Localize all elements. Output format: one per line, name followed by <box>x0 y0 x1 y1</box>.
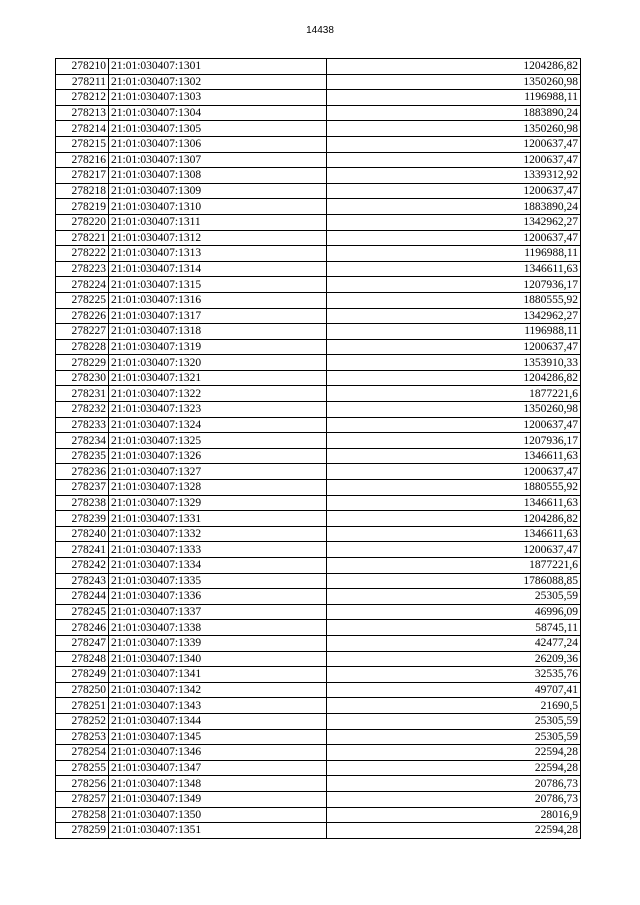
row-number-cell: 278217 <box>56 168 109 184</box>
table-row <box>56 339 581 355</box>
cadastral-number-cell: 21:01:030407:1328 <box>109 480 327 496</box>
row-number-cell: 278222 <box>56 246 109 262</box>
cadastral-value-cell: 1204286,82 <box>327 59 581 75</box>
cadastral-number-cell: 21:01:030407:1342 <box>109 682 327 698</box>
table-row <box>56 495 581 511</box>
table-row <box>56 90 581 106</box>
row-number-cell: 278246 <box>56 620 109 636</box>
cadastral-value-cell: 21690,5 <box>327 698 581 714</box>
table-row <box>56 402 581 418</box>
cadastral-number-cell: 21:01:030407:1303 <box>109 90 327 106</box>
table-row <box>56 589 581 605</box>
cadastral-value-cell: 42477,24 <box>327 635 581 651</box>
row-number-cell: 278243 <box>56 573 109 589</box>
row-number-cell: 278237 <box>56 480 109 496</box>
table-row <box>56 542 581 558</box>
row-number-cell: 278215 <box>56 136 109 152</box>
table-row <box>56 308 581 324</box>
row-number-cell: 278223 <box>56 261 109 277</box>
row-number-cell: 278224 <box>56 277 109 293</box>
row-number-cell: 278236 <box>56 464 109 480</box>
cadastral-number-cell: 21:01:030407:1345 <box>109 729 327 745</box>
cadastral-value-cell: 49707,41 <box>327 682 581 698</box>
row-number-cell: 278211 <box>56 74 109 90</box>
table-row <box>56 651 581 667</box>
row-number-cell: 278225 <box>56 292 109 308</box>
cadastral-number-cell: 21:01:030407:1302 <box>109 74 327 90</box>
row-number-cell: 278255 <box>56 760 109 776</box>
cadastral-value-cell: 25305,59 <box>327 729 581 745</box>
cadastral-number-cell: 21:01:030407:1310 <box>109 199 327 215</box>
cadastral-number-cell: 21:01:030407:1350 <box>109 807 327 823</box>
cadastral-number-cell: 21:01:030407:1326 <box>109 448 327 464</box>
cadastral-value-cell: 20786,73 <box>327 791 581 807</box>
cadastral-number-cell: 21:01:030407:1337 <box>109 604 327 620</box>
cadastral-number-cell: 21:01:030407:1320 <box>109 355 327 371</box>
cadastral-value-cell: 1342962,27 <box>327 214 581 230</box>
cadastral-number-cell: 21:01:030407:1307 <box>109 152 327 168</box>
row-number-cell: 278226 <box>56 308 109 324</box>
row-number-cell: 278219 <box>56 199 109 215</box>
table-row <box>56 791 581 807</box>
cadastral-number-cell: 21:01:030407:1343 <box>109 698 327 714</box>
row-number-cell: 278216 <box>56 152 109 168</box>
cadastral-number-cell: 21:01:030407:1305 <box>109 121 327 137</box>
cadastral-number-cell: 21:01:030407:1341 <box>109 667 327 683</box>
table-row <box>56 713 581 729</box>
table-row <box>56 682 581 698</box>
row-number-cell: 278254 <box>56 745 109 761</box>
cadastral-number-cell: 21:01:030407:1346 <box>109 745 327 761</box>
cadastral-number-cell: 21:01:030407:1344 <box>109 713 327 729</box>
cadastral-number-cell: 21:01:030407:1325 <box>109 433 327 449</box>
cadastral-number-cell: 21:01:030407:1318 <box>109 324 327 340</box>
cadastral-number-cell: 21:01:030407:1339 <box>109 635 327 651</box>
table-row <box>56 604 581 620</box>
row-number-cell: 278253 <box>56 729 109 745</box>
cadastral-number-cell: 21:01:030407:1321 <box>109 370 327 386</box>
cadastral-number-cell: 21:01:030407:1336 <box>109 589 327 605</box>
cadastral-number-cell: 21:01:030407:1314 <box>109 261 327 277</box>
cadastral-value-cell: 1346611,63 <box>327 495 581 511</box>
cadastral-value-cell: 26209,36 <box>327 651 581 667</box>
row-number-cell: 278258 <box>56 807 109 823</box>
row-number-cell: 278229 <box>56 355 109 371</box>
cadastral-value-cell: 1883890,24 <box>327 199 581 215</box>
table-row <box>56 511 581 527</box>
cadastral-value-cell: 1342962,27 <box>327 308 581 324</box>
cadastral-number-cell: 21:01:030407:1309 <box>109 183 327 199</box>
cadastral-value-cell: 1207936,17 <box>327 433 581 449</box>
row-number-cell: 278256 <box>56 776 109 792</box>
cadastral-number-cell: 21:01:030407:1322 <box>109 386 327 402</box>
table-row <box>56 386 581 402</box>
table-row <box>56 370 581 386</box>
cadastral-value-table <box>55 58 581 839</box>
cadastral-value-cell: 1207936,17 <box>327 277 581 293</box>
cadastral-value-cell: 1204286,82 <box>327 511 581 527</box>
row-number-cell: 278232 <box>56 402 109 418</box>
cadastral-value-cell: 1883890,24 <box>327 105 581 121</box>
cadastral-value-cell: 1350260,98 <box>327 121 581 137</box>
cadastral-number-cell: 21:01:030407:1313 <box>109 246 327 262</box>
cadastral-value-cell: 25305,59 <box>327 713 581 729</box>
row-number-cell: 278234 <box>56 433 109 449</box>
cadastral-number-cell: 21:01:030407:1333 <box>109 542 327 558</box>
table-row <box>56 136 581 152</box>
row-number-cell: 278233 <box>56 417 109 433</box>
cadastral-number-cell: 21:01:030407:1315 <box>109 277 327 293</box>
table-row <box>56 480 581 496</box>
table-row <box>56 558 581 574</box>
cadastral-number-cell: 21:01:030407:1316 <box>109 292 327 308</box>
row-number-cell: 278248 <box>56 651 109 667</box>
cadastral-value-cell: 1350260,98 <box>327 402 581 418</box>
cadastral-value-cell: 1786088,85 <box>327 573 581 589</box>
table-row <box>56 292 581 308</box>
cadastral-value-cell: 1350260,98 <box>327 74 581 90</box>
cadastral-value-cell: 1880555,92 <box>327 480 581 496</box>
cadastral-value-cell: 22594,28 <box>327 760 581 776</box>
table-row <box>56 635 581 651</box>
row-number-cell: 278259 <box>56 823 109 839</box>
table-row <box>56 246 581 262</box>
cadastral-value-cell: 58745,11 <box>327 620 581 636</box>
cadastral-number-cell: 21:01:030407:1348 <box>109 776 327 792</box>
cadastral-value-cell: 1346611,63 <box>327 526 581 542</box>
cadastral-value-cell: 46996,09 <box>327 604 581 620</box>
table-row <box>56 214 581 230</box>
cadastral-value-cell: 25305,59 <box>327 589 581 605</box>
table-row <box>56 433 581 449</box>
row-number-cell: 278239 <box>56 511 109 527</box>
table-row <box>56 573 581 589</box>
cadastral-number-cell: 21:01:030407:1338 <box>109 620 327 636</box>
cadastral-number-cell: 21:01:030407:1347 <box>109 760 327 776</box>
table-row <box>56 105 581 121</box>
cadastral-number-cell: 21:01:030407:1335 <box>109 573 327 589</box>
cadastral-value-cell: 1200637,47 <box>327 136 581 152</box>
row-number-cell: 278221 <box>56 230 109 246</box>
row-number-cell: 278241 <box>56 542 109 558</box>
cadastral-number-cell: 21:01:030407:1311 <box>109 214 327 230</box>
table-row <box>56 760 581 776</box>
table-row <box>56 261 581 277</box>
cadastral-value-cell: 1877221,6 <box>327 558 581 574</box>
cadastral-value-cell: 1877221,6 <box>327 386 581 402</box>
row-number-cell: 278249 <box>56 667 109 683</box>
row-number-cell: 278218 <box>56 183 109 199</box>
table-row <box>56 698 581 714</box>
row-number-cell: 278228 <box>56 339 109 355</box>
table-row <box>56 776 581 792</box>
cadastral-value-cell: 1346611,63 <box>327 261 581 277</box>
row-number-cell: 278244 <box>56 589 109 605</box>
row-number-cell: 278247 <box>56 635 109 651</box>
cadastral-value-cell: 1200637,47 <box>327 417 581 433</box>
cadastral-number-cell: 21:01:030407:1340 <box>109 651 327 667</box>
cadastral-number-cell: 21:01:030407:1331 <box>109 511 327 527</box>
row-number-cell: 278245 <box>56 604 109 620</box>
cadastral-number-cell: 21:01:030407:1306 <box>109 136 327 152</box>
table-row <box>56 168 581 184</box>
cadastral-number-cell: 21:01:030407:1351 <box>109 823 327 839</box>
table-row <box>56 199 581 215</box>
cadastral-value-cell: 1196988,11 <box>327 246 581 262</box>
table-row <box>56 823 581 839</box>
cadastral-value-cell: 1339312,92 <box>327 168 581 184</box>
row-number-cell: 278227 <box>56 324 109 340</box>
cadastral-number-cell: 21:01:030407:1308 <box>109 168 327 184</box>
table-row <box>56 183 581 199</box>
row-number-cell: 278250 <box>56 682 109 698</box>
row-number-cell: 278240 <box>56 526 109 542</box>
cadastral-number-cell: 21:01:030407:1323 <box>109 402 327 418</box>
cadastral-number-cell: 21:01:030407:1327 <box>109 464 327 480</box>
cadastral-value-cell: 22594,28 <box>327 823 581 839</box>
cadastral-number-cell: 21:01:030407:1329 <box>109 495 327 511</box>
cadastral-number-cell: 21:01:030407:1324 <box>109 417 327 433</box>
cadastral-number-cell: 21:01:030407:1312 <box>109 230 327 246</box>
row-number-cell: 278231 <box>56 386 109 402</box>
table-row <box>56 121 581 137</box>
cadastral-number-cell: 21:01:030407:1301 <box>109 59 327 75</box>
row-number-cell: 278210 <box>56 59 109 75</box>
cadastral-value-cell: 1346611,63 <box>327 448 581 464</box>
table-row <box>56 230 581 246</box>
table-row <box>56 464 581 480</box>
cadastral-value-cell: 22594,28 <box>327 745 581 761</box>
cadastral-value-cell: 1200637,47 <box>327 152 581 168</box>
table-body <box>56 59 581 839</box>
table-row <box>56 355 581 371</box>
cadastral-number-cell: 21:01:030407:1319 <box>109 339 327 355</box>
cadastral-value-cell: 20786,73 <box>327 776 581 792</box>
row-number-cell: 278235 <box>56 448 109 464</box>
cadastral-value-cell: 1196988,11 <box>327 90 581 106</box>
cadastral-value-cell: 28016,9 <box>327 807 581 823</box>
cadastral-value-cell: 1200637,47 <box>327 339 581 355</box>
table-row <box>56 152 581 168</box>
cadastral-number-cell: 21:01:030407:1304 <box>109 105 327 121</box>
cadastral-value-cell: 1204286,82 <box>327 370 581 386</box>
table-row <box>56 807 581 823</box>
row-number-cell: 278238 <box>56 495 109 511</box>
cadastral-value-cell: 1200637,47 <box>327 542 581 558</box>
table-row <box>56 277 581 293</box>
table-row <box>56 729 581 745</box>
cadastral-value-cell: 32535,76 <box>327 667 581 683</box>
table-row <box>56 59 581 75</box>
row-number-cell: 278252 <box>56 713 109 729</box>
cadastral-number-cell: 21:01:030407:1334 <box>109 558 327 574</box>
row-number-cell: 278242 <box>56 558 109 574</box>
table-row <box>56 526 581 542</box>
row-number-cell: 278251 <box>56 698 109 714</box>
table-row <box>56 74 581 90</box>
table-row <box>56 448 581 464</box>
cadastral-number-cell: 21:01:030407:1317 <box>109 308 327 324</box>
cadastral-value-cell: 1353910,33 <box>327 355 581 371</box>
row-number-cell: 278212 <box>56 90 109 106</box>
cadastral-value-cell: 1200637,47 <box>327 464 581 480</box>
table-row <box>56 745 581 761</box>
cadastral-number-cell: 21:01:030407:1332 <box>109 526 327 542</box>
cadastral-number-cell: 21:01:030407:1349 <box>109 791 327 807</box>
cadastral-value-cell: 1880555,92 <box>327 292 581 308</box>
cadastral-value-cell: 1196988,11 <box>327 324 581 340</box>
table-row <box>56 324 581 340</box>
row-number-cell: 278257 <box>56 791 109 807</box>
page-number: 14438 <box>306 25 334 36</box>
cadastral-value-cell: 1200637,47 <box>327 230 581 246</box>
row-number-cell: 278220 <box>56 214 109 230</box>
table-row <box>56 417 581 433</box>
table-row <box>56 667 581 683</box>
row-number-cell: 278230 <box>56 370 109 386</box>
cadastral-value-cell: 1200637,47 <box>327 183 581 199</box>
row-number-cell: 278214 <box>56 121 109 137</box>
row-number-cell: 278213 <box>56 105 109 121</box>
table-row <box>56 620 581 636</box>
